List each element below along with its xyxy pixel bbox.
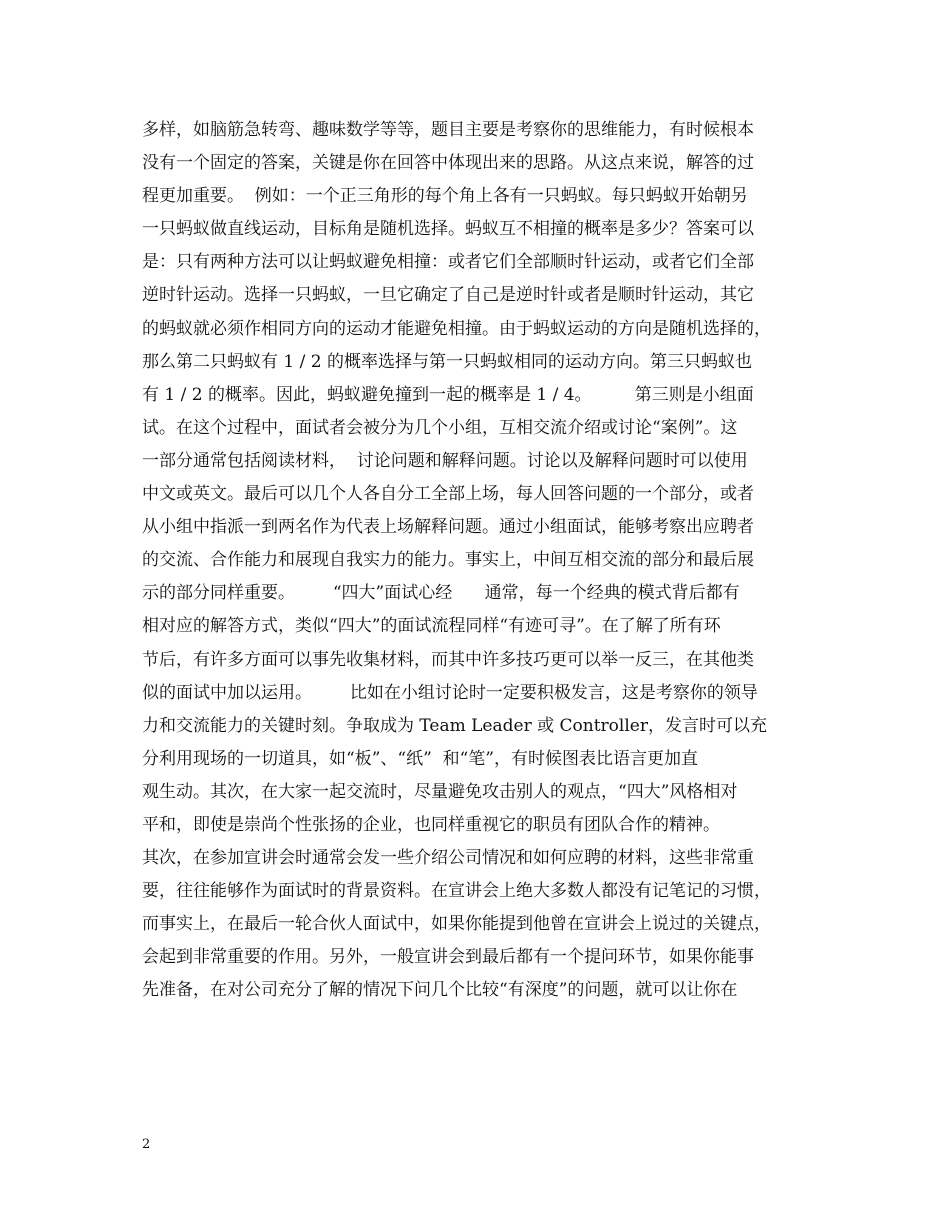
text-line: 多样，如脑筋急转弯、趣味数学等等，题目主要是考察你的思维能力，有时候根本: [142, 120, 754, 140]
text-line: 平和，即使是崇尚个性张扬的企业，也同样重视它的职员有团队合作的精神。: [142, 814, 720, 835]
text-line: 中文或英文。最后可以几个人各自分工全部上场，每人回答问题的一个部分，或者: [142, 484, 754, 505]
text-line: 从小组中指派一到两名作为代表上场解释问题。通过小组面试，能够考察出应聘者: [142, 517, 754, 538]
text-line: 分利用现场的一切道具，如“板”、“纸” 和“笔”，有时候图表比语言更加直: [142, 748, 698, 769]
text-line: 没有一个固定的答案，关键是你在回答中体现出来的思路。从这点来说，解答的过: [142, 153, 754, 174]
text-line: 其次，在参加宣讲会时通常会发一些介绍公司情况和如何应聘的材料，这些非常重: [142, 848, 754, 869]
text-line: 那么第二只蚂蚁有 1 / 2 的概率选择与第一只蚂蚁相同的运动方向。第三只蚂蚁也: [142, 351, 752, 372]
text-line: 似的面试中加以运用。 比如在小组讨论时一定要积极发言，这是考察你的领导: [142, 682, 758, 703]
text-line: 程更加重要。 例如：一个正三角形的每个角上各有一只蚂蚁。每只蚂蚁开始朝另: [142, 186, 748, 207]
text-line: 会起到非常重要的作用。另外，一般宣讲会到最后都有一个提问环节，如果你能事: [142, 947, 754, 968]
page-number: 2: [142, 1137, 151, 1152]
text-line: 一只蚂蚁做直线运动，目标角是随机选择。蚂蚁互不相撞的概率是多少？答案可以: [142, 219, 754, 240]
text-line: 有 1 / 2 的概率。因此，蚂蚁避免撞到一起的概率是 1 / 4。 第三则是小组面: [142, 384, 754, 405]
body-text: [142, 114, 822, 1008]
text-line: 先准备，在对公司充分了解的情况下问几个比较“有深度”的问题，就可以让你在: [142, 980, 738, 1001]
text-line: 观生动。其次，在大家一起交流时，尽量避免攻击别人的观点，“四大”风格相对: [142, 781, 738, 802]
text-line: 示的部分同样重要。 “四大”面试心经 通常，每一个经典的模式背后都有: [142, 583, 740, 604]
text-line: 节后，有许多方面可以事先收集材料，而其中许多技巧更可以举一反三，在其他类: [142, 649, 754, 670]
text-line: 力和交流能力的关键时刻。争取成为 Team Leader 或 Controller，发言时可以充: [142, 715, 767, 736]
text-line: 要，往往能够作为面试时的背景资料。在宣讲会上绝大多数人都没有记笔记的习惯，: [142, 881, 771, 902]
text-line: 相对应的解答方式，类似“四大”的面试流程同样“有迹可寻”。在了解了所有环: [142, 616, 721, 637]
text-line: 的交流、合作能力和展现自我实力的能力。事实上，中间互相交流的部分和最后展: [142, 550, 754, 571]
text-line: 试。在这个过程中，面试者会被分为几个小组，互相交流介绍或讨论“案例”。这: [142, 417, 738, 438]
text-line: 的蚂蚁就必须作相同方向的运动才能避免相撞。由于蚂蚁运动的方向是随机选择的，: [142, 318, 771, 339]
text-line: 逆时针运动。选择一只蚂蚁，一旦它确定了自己是逆时针或者是顺时针运动，其它: [142, 285, 754, 306]
text-line: 一部分通常包括阅读材料， 讨论问题和解释问题。讨论以及解释问题时可以使用: [142, 450, 748, 471]
text-line: 是：只有两种方法可以让蚂蚁避免相撞：或者它们全部顺时针运动，或者它们全部: [142, 252, 754, 273]
text-line: 而事实上，在最后一轮合伙人面试中，如果你能提到他曾在宣讲会上说过的关键点，: [142, 914, 771, 935]
